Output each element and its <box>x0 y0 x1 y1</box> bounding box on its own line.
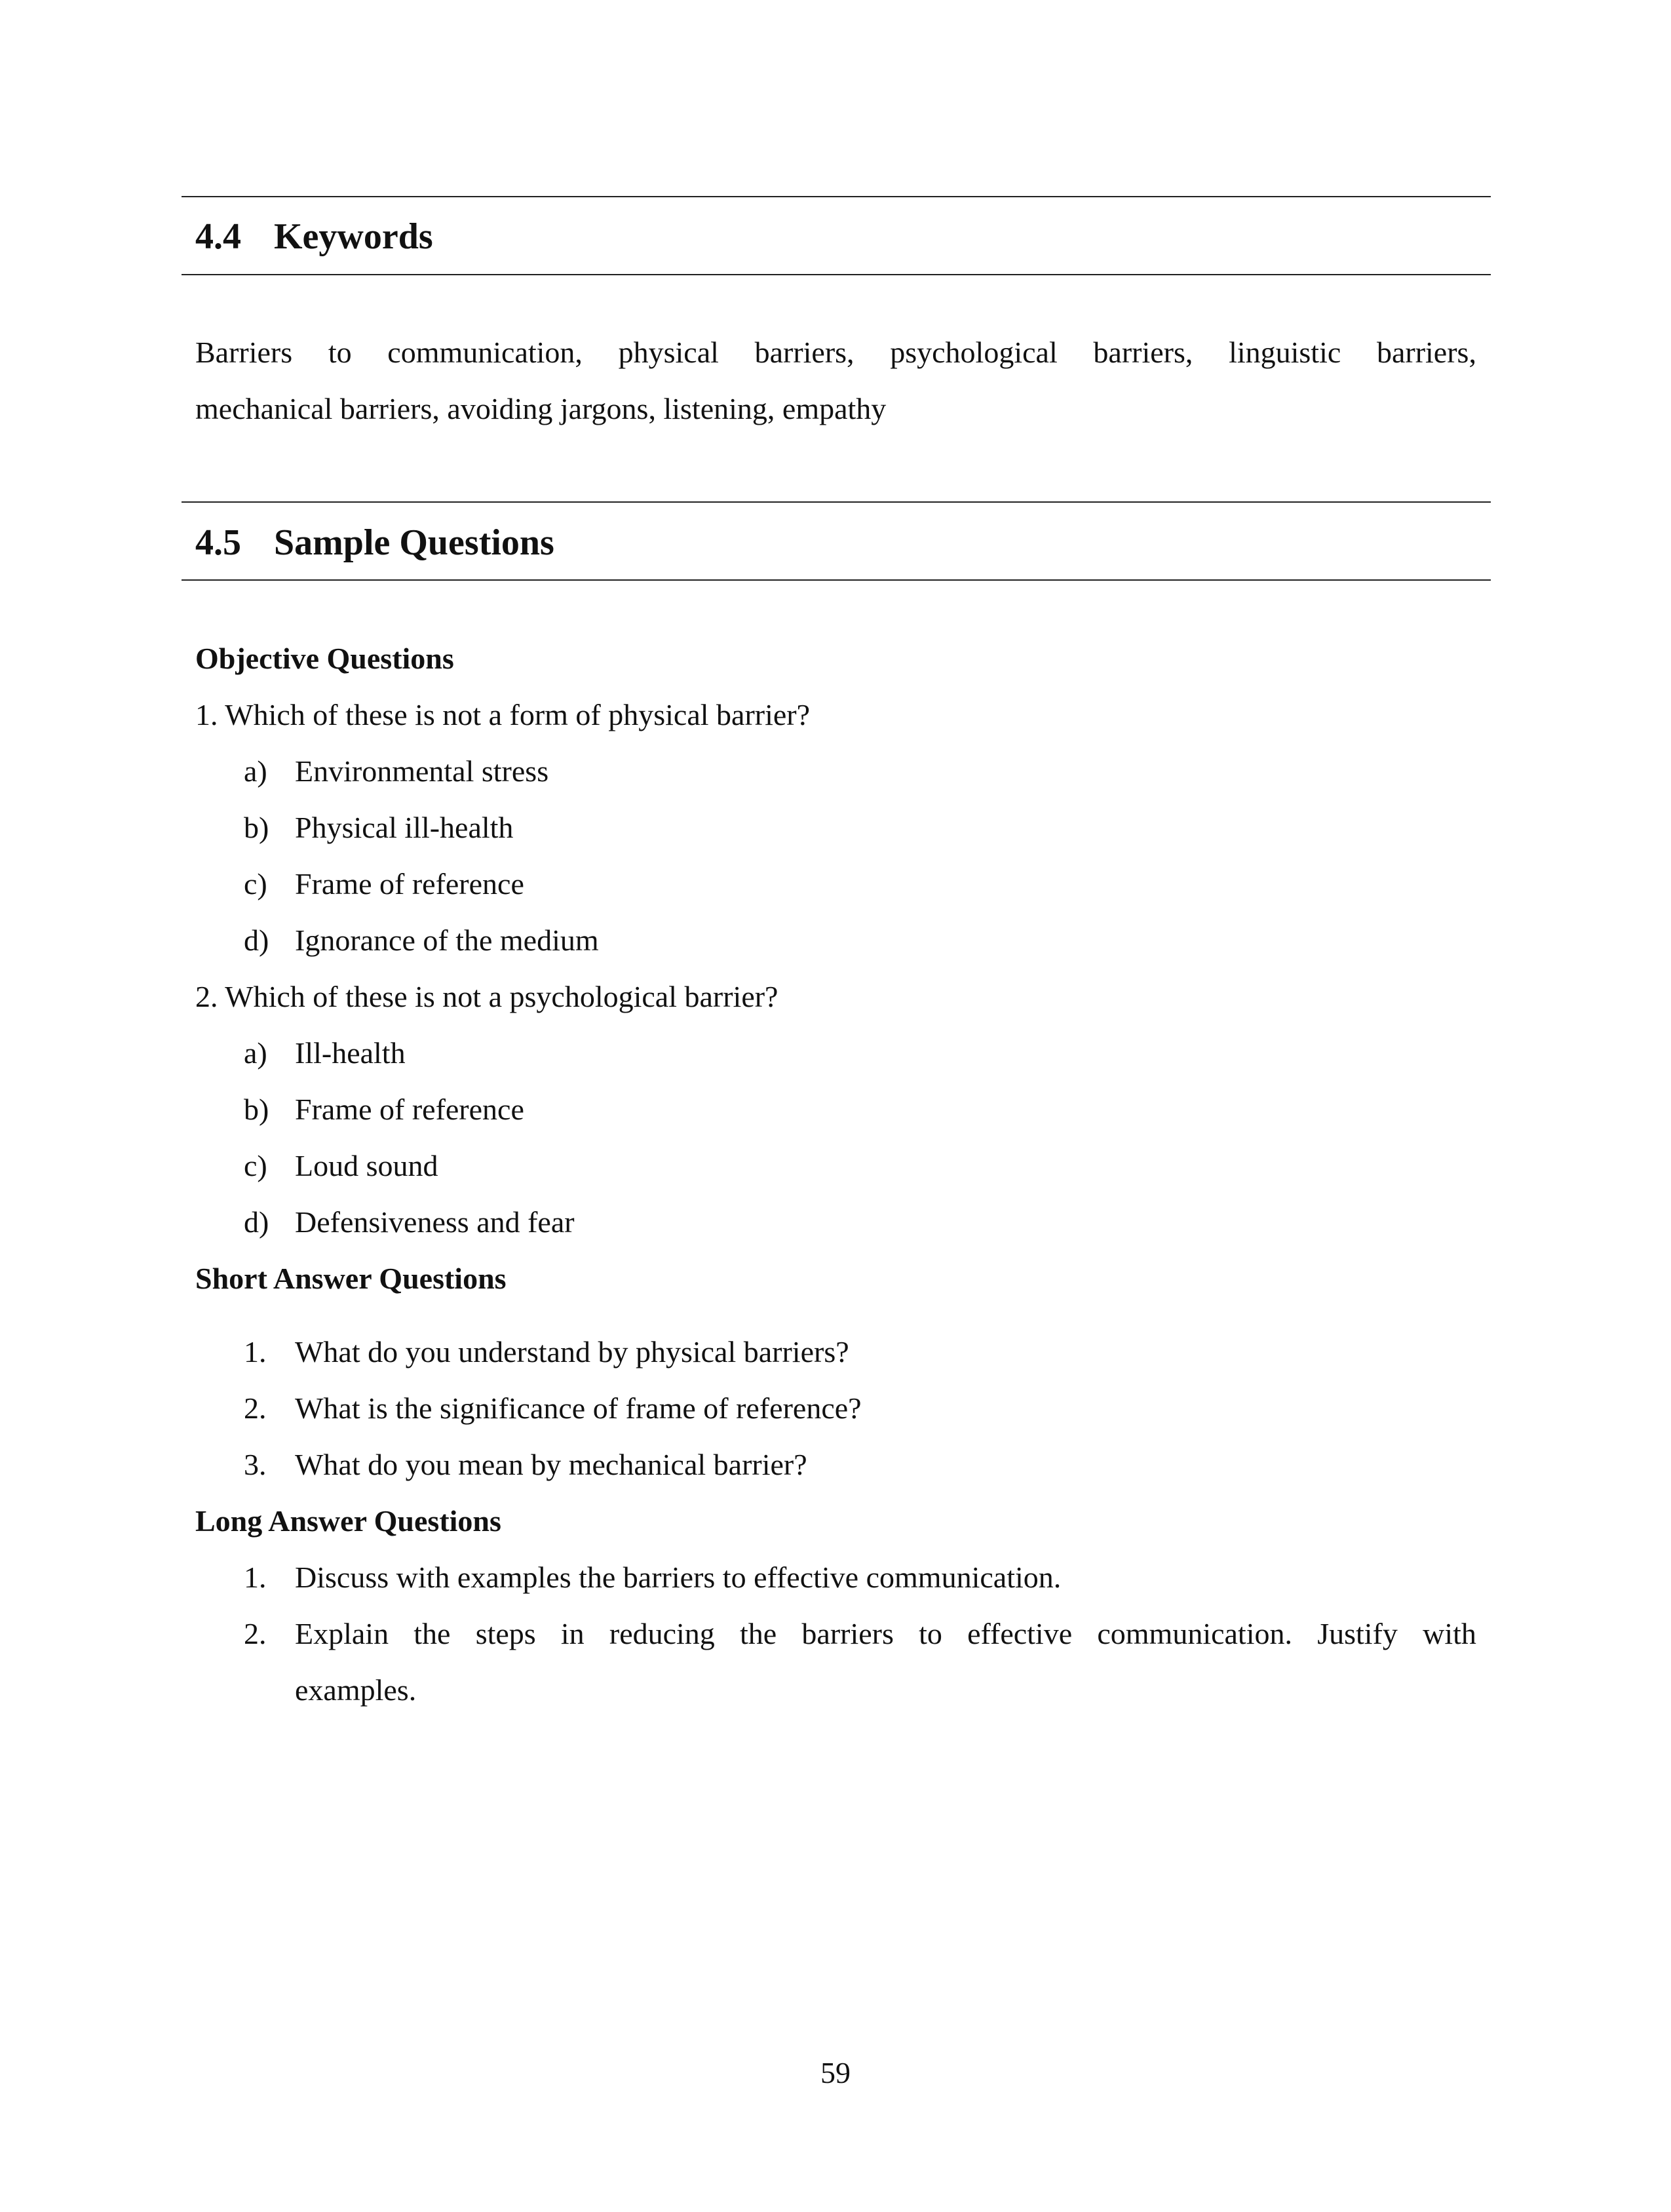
question-word: steps <box>475 1617 536 1650</box>
option-marker: b) <box>244 811 269 844</box>
section-top-rule <box>182 501 1491 503</box>
objective-questions-heading: Objective Questions <box>195 642 454 675</box>
section-title: Sample Questions <box>274 522 554 563</box>
option-marker: c) <box>244 1149 267 1182</box>
objective-question: 2. Which of these is not a psychological barrier? <box>195 980 778 1013</box>
option-text: Physical ill-health <box>295 811 514 844</box>
question-word: Justify <box>1317 1617 1398 1650</box>
option-marker: d) <box>244 923 269 957</box>
question-word: the <box>413 1617 451 1650</box>
keyword-word: physical <box>618 336 719 369</box>
keyword-word: psychological <box>890 336 1058 369</box>
section-heading-sample-questions <box>195 524 554 561</box>
short-answer-question: What is the significance of frame of reference? <box>295 1391 862 1425</box>
short-answer-heading: Short Answer Questions <box>195 1262 507 1295</box>
option-text: Loud sound <box>295 1149 438 1182</box>
question-word: to <box>919 1617 942 1650</box>
keyword-word: to <box>328 336 352 369</box>
keyword-word: barriers, <box>1093 336 1193 369</box>
short-answer-question: What do you understand by physical barriers? <box>295 1335 849 1368</box>
keyword-word: communication, <box>387 336 583 369</box>
option-marker: d) <box>244 1205 269 1239</box>
section-title: Keywords <box>274 216 433 257</box>
keywords-line-1 <box>195 338 1476 368</box>
list-number: 1. <box>244 1335 267 1368</box>
section-bottom-rule <box>182 274 1491 275</box>
long-answer-question: Discuss with examples the barriers to effective communication. <box>295 1561 1062 1594</box>
list-number: 2. <box>244 1391 267 1425</box>
section-heading-keywords <box>195 218 433 255</box>
keywords-line-2: mechanical barriers, avoiding jargons, listening, empathy <box>195 392 887 425</box>
objective-question: 1. Which of these is not a form of physical barrier? <box>195 698 811 731</box>
option-marker: a) <box>244 1036 267 1070</box>
section-number: 4.4 <box>195 216 241 257</box>
long-answer-question-line-2: examples. <box>295 1673 417 1707</box>
option-text: Defensiveness and fear <box>295 1205 575 1239</box>
option-text: Frame of reference <box>295 1093 524 1126</box>
option-marker: b) <box>244 1093 269 1126</box>
question-word: Explain <box>295 1617 389 1650</box>
section-top-rule <box>182 196 1491 197</box>
long-answer-question-line-1 <box>295 1619 1476 1649</box>
question-word: the <box>740 1617 777 1650</box>
option-text: Ill-health <box>295 1036 406 1070</box>
list-number: 2. <box>244 1617 267 1650</box>
page-number: 59 <box>820 2056 851 2089</box>
section-number: 4.5 <box>195 522 241 563</box>
question-word: reducing <box>609 1617 715 1650</box>
question-word: in <box>560 1617 585 1650</box>
keyword-word: barriers, <box>1376 336 1476 369</box>
option-text: Environmental stress <box>295 754 549 788</box>
option-text: Ignorance of the medium <box>295 923 599 957</box>
keyword-word: barriers, <box>754 336 855 369</box>
short-answer-question: What do you mean by mechanical barrier? <box>295 1448 807 1481</box>
option-text: Frame of reference <box>295 867 524 901</box>
option-marker: c) <box>244 867 267 901</box>
question-word: barriers <box>801 1617 894 1650</box>
question-word: with <box>1423 1617 1476 1650</box>
long-answer-heading: Long Answer Questions <box>195 1504 501 1538</box>
keyword-word: linguistic <box>1229 336 1341 369</box>
section-bottom-rule <box>182 579 1491 581</box>
option-marker: a) <box>244 754 267 788</box>
question-word: communication. <box>1097 1617 1292 1650</box>
list-number: 3. <box>244 1448 267 1481</box>
question-word: effective <box>967 1617 1073 1650</box>
list-number: 1. <box>244 1561 267 1594</box>
keyword-word: Barriers <box>195 336 293 369</box>
